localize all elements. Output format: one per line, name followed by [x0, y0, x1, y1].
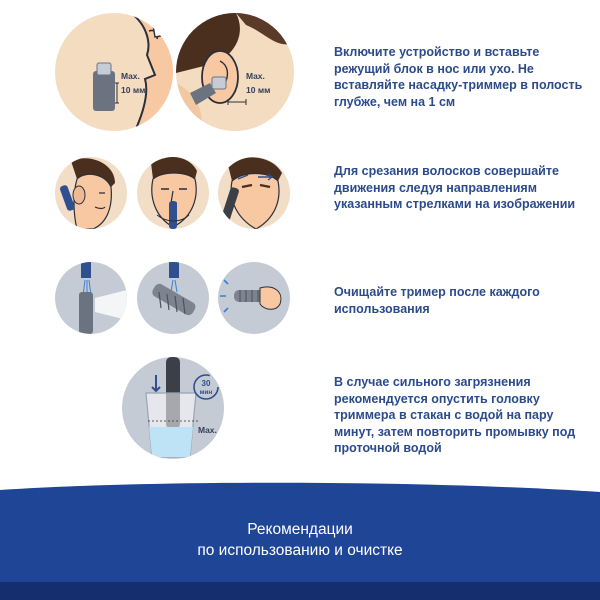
step1-size-label-1: 10 мм: [121, 85, 146, 95]
step2-eyebrow-illustration: [218, 157, 290, 229]
rinse-trimmer-head-icon: [55, 262, 127, 334]
footer-title-line1: Рекомендации: [247, 521, 353, 538]
ear-insertion-icon: [176, 13, 294, 131]
step1-max-label-2: Max.: [246, 71, 265, 81]
step4-soak-illustration: [122, 357, 224, 459]
footer-title-line2: по использованию и очистке: [197, 542, 403, 559]
ear-trimming-icon: [55, 157, 127, 229]
step4-instruction-text: В случае сильного загрязнения рекомендуется опустить головку триммера в стакан с водой на пару минут, затем повторить промывку под проточной водой: [334, 375, 576, 455]
step4-timer-unit: мин: [199, 389, 213, 396]
soak-in-glass-icon: [122, 357, 224, 459]
step3-instruction-text: Очищайте тример после каждого использования: [334, 285, 540, 316]
footer-title: [0, 519, 600, 561]
step1-instruction-text: Включите устройство и вставьте режущий блок в нос или ухо. Не вставляйте насадку-триммер в полость глубже, чем на 1 см: [334, 45, 583, 109]
step1-max-label-1: Max.: [121, 71, 140, 81]
step3-shake-illustration: [218, 262, 290, 334]
step3-rinse-head-illustration: [55, 262, 127, 334]
nose-trimming-icon: [137, 157, 209, 229]
step2-ear-illustration: [55, 157, 127, 229]
eyebrow-trimming-icon: [218, 157, 290, 229]
step1-ear-illustration: [176, 13, 294, 131]
step3-rinse-blade-illustration: [137, 262, 209, 334]
step4-max-label: Max.: [198, 425, 217, 435]
step1-size-label-2: 10 мм: [246, 85, 271, 95]
step1-nose-illustration: [55, 13, 173, 131]
step2-nose-illustration: [137, 157, 209, 229]
step4-timer-value: 30: [201, 379, 211, 388]
step2-instruction-text: Для срезания волосков совершайте движения следуя направлениям указанным стрелками на изображении: [334, 164, 576, 211]
rinse-blade-icon: [137, 262, 209, 334]
nose-insertion-icon: [55, 13, 173, 131]
shake-dry-blade-icon: [218, 262, 290, 334]
